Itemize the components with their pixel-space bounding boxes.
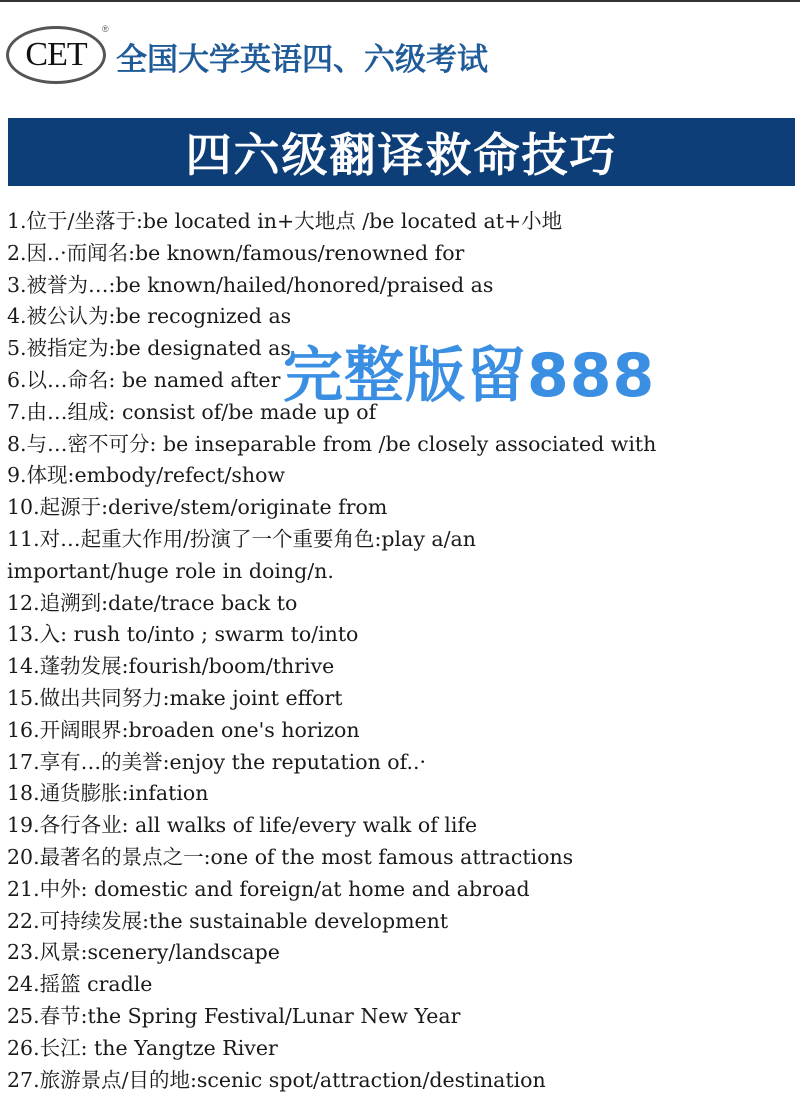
list-item: 9.体现:embody/refect/show xyxy=(7,463,286,488)
title-banner xyxy=(8,118,795,186)
list-item: 13.入: rush to/into ; swarm to/into xyxy=(7,622,359,647)
list-item: 22.可持续发展:the sustainable development xyxy=(7,908,449,933)
org-name: 全国大学英语四、六级考试 xyxy=(116,42,488,78)
list-item: 6.以…命名: be named after xyxy=(7,367,281,392)
list-item: 21.中外: domestic and foreign/at home and abroad xyxy=(7,876,530,901)
list-item: 19.各行各业: all walks of life/every walk of life xyxy=(7,813,478,838)
list-item: 27.旅游景点/目的地:scenic spot/attraction/destination xyxy=(7,1067,546,1092)
list-item: 11.对…起重大作用/扮演了一个重要角色:play a/an xyxy=(7,526,476,551)
list-item: 14.蓬勃发展:fourish/boom/thrive xyxy=(7,654,335,679)
logo-text: CET xyxy=(25,36,87,73)
list-item: 20.最著名的景点之一:one of the most famous attractions xyxy=(7,844,574,869)
watermark-text: 完整版留888 xyxy=(283,341,656,411)
list-item: 1.位于/坐落于:be located in+大地点 /be located at+小地 xyxy=(7,209,563,233)
list-item: 23.风景:scenery/landscape xyxy=(7,940,280,965)
list-item: 10.起源于:derive/stem/originate from xyxy=(7,495,388,520)
list-item: 7.由…组成: consist of/be made up of xyxy=(7,399,377,424)
top-border xyxy=(0,0,800,2)
list-item: 18.通货膨胀:infation xyxy=(7,781,209,806)
registered-mark: ® xyxy=(102,24,109,34)
list-item: 24.摇篮 cradle xyxy=(7,972,153,997)
page-title: 四六级翻译救命技巧 xyxy=(185,128,618,182)
list-item: 12.追溯到:date/trace back to xyxy=(7,590,298,615)
list-item: 16.开阔眼界:broaden one's horizon xyxy=(7,717,360,742)
list-item: 15.做出共同努力:make joint effort xyxy=(7,685,343,710)
list-item: 25.春节:the Spring Festival/Lunar New Year xyxy=(7,1003,461,1028)
list-item: 3.被誉为…:be known/hailed/honored/praised as xyxy=(7,272,494,297)
list-item: 5.被指定为:be designated as xyxy=(7,336,291,361)
list-item: important/huge role in doing/n. xyxy=(7,558,334,583)
list-item: 4.被公认为:be recognized as xyxy=(7,304,292,329)
list-item: 17.享有…的美誉:enjoy the reputation of..· xyxy=(7,749,427,774)
list-item: 2.因..·而闻名:be known/famous/renowned for xyxy=(7,240,465,265)
list-item: 26.长江: the Yangtze River xyxy=(7,1035,278,1060)
list-item: 8.与…密不可分: be inseparable from /be closely associated with xyxy=(7,431,657,456)
cet-logo xyxy=(6,26,106,84)
